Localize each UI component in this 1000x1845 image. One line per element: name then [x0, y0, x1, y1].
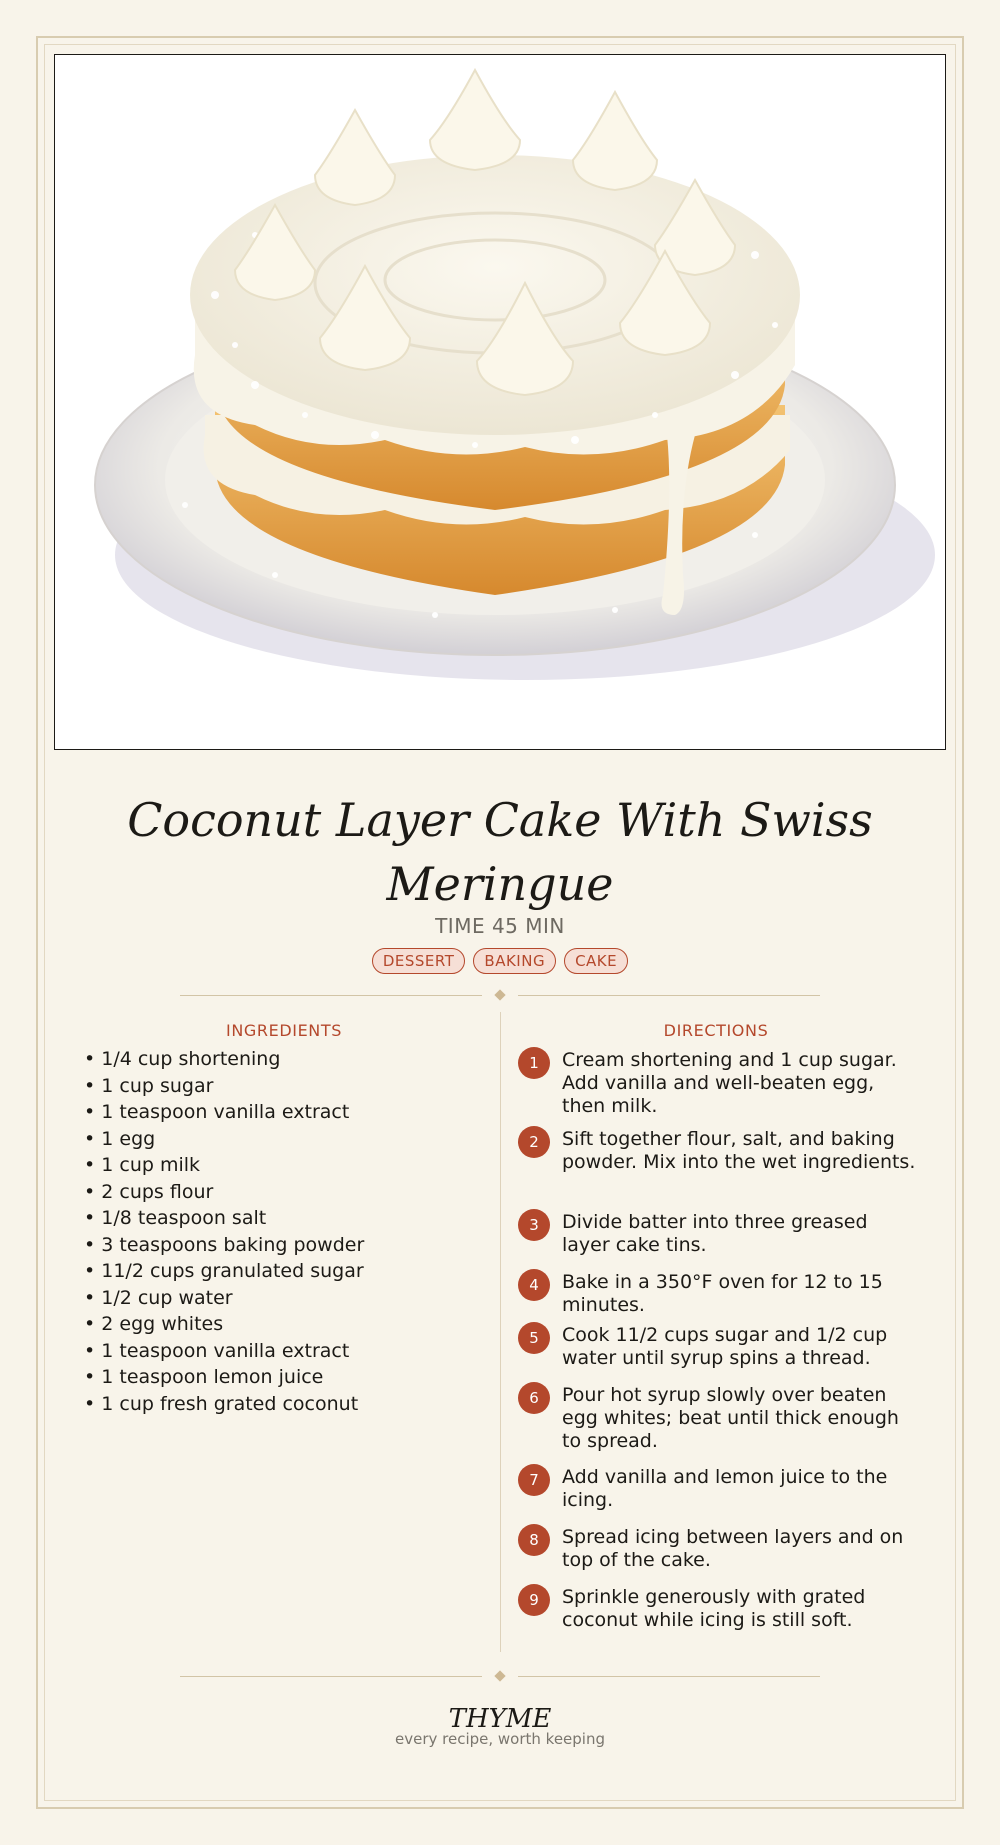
ingredient-item: • 1 egg — [84, 1127, 156, 1150]
step-text: Cream shortening and 1 cup sugar. Add vanilla and well-beaten egg, then milk. — [562, 1049, 897, 1117]
ingredient-item: • 1 teaspoon vanilla extract — [84, 1101, 350, 1123]
cake-illustration — [54, 54, 946, 750]
ingredient-item: • 1/8 teaspoon salt — [84, 1207, 267, 1229]
step-text: Sift together flour, salt, and baking powder. Mix into the wet ingredients. — [562, 1128, 916, 1173]
tag-dessert[interactable]: DESSERT — [372, 948, 466, 974]
step-text: Sprinkle generously with grated coconut while icing is still soft. — [562, 1586, 866, 1631]
cook-time: TIME 45 MIN — [435, 914, 565, 938]
step-number: 1 — [518, 1047, 550, 1079]
ingredient-item: • 1 cup sugar — [84, 1074, 214, 1097]
bottom-divider — [180, 1671, 820, 1683]
step-text: Cook 11/2 cups sugar and 1/2 cup water until syrup spins a thread. — [562, 1324, 888, 1369]
divider-line — [180, 995, 482, 996]
step-text: Spread icing between layers and on top of the cake. — [562, 1526, 904, 1571]
step-number: 2 — [518, 1126, 550, 1158]
step-number: 8 — [518, 1524, 550, 1556]
diamond-ornament-icon — [494, 989, 505, 1000]
step-number: 7 — [518, 1464, 550, 1496]
step-text: Divide batter into three greased layer cake tins. — [562, 1211, 868, 1256]
brand-name: THYME — [448, 1704, 552, 1734]
ingredient-item: • 2 egg whites — [84, 1313, 224, 1335]
ingredient-item: • 1/4 cup shortening — [84, 1048, 281, 1070]
step-number: 5 — [518, 1322, 550, 1354]
divider-line — [518, 1676, 820, 1677]
ingredient-list — [84, 1046, 484, 1417]
ingredient-item: • 1 teaspoon vanilla extract — [84, 1339, 350, 1362]
step-text: Add vanilla and lemon juice to the icing. — [562, 1466, 888, 1511]
divider-line — [180, 1676, 482, 1677]
step-number: 3 — [518, 1209, 550, 1241]
ingredient-item: • 1/2 cup water — [84, 1286, 233, 1309]
step-number: 9 — [518, 1584, 550, 1616]
tag-cake[interactable]: CAKE — [564, 948, 628, 974]
column-divider — [500, 1012, 501, 1652]
top-divider — [180, 990, 820, 1002]
ingredient-item: • 2 cups flour — [84, 1180, 214, 1203]
directions-heading: DIRECTIONS — [663, 1021, 769, 1040]
step-number: 6 — [518, 1382, 550, 1414]
ingredients-heading: INGREDIENTS — [226, 1021, 342, 1040]
ingredient-item: • 1 cup fresh grated coconut — [84, 1392, 359, 1415]
tag-list — [0, 948, 1000, 974]
ingredient-item: • 1 teaspoon lemon juice — [84, 1366, 324, 1388]
step-number: 4 — [518, 1269, 550, 1301]
ingredient-item: • 3 teaspoons baking powder — [84, 1233, 365, 1256]
ingredient-item: • 1 cup milk — [84, 1154, 201, 1176]
divider-line — [518, 995, 820, 996]
brand-tagline: every recipe, worth keeping — [394, 1730, 605, 1748]
step-text: Pour hot syrup slowly over beaten egg whites; beat until thick enough to spread. — [562, 1384, 899, 1452]
tag-baking[interactable]: BAKING — [473, 948, 556, 974]
recipe-title: Coconut Layer Cake With Swiss Meringue — [127, 793, 873, 911]
ingredient-item: • 11/2 cups granulated sugar — [84, 1260, 364, 1282]
diamond-ornament-icon — [494, 1670, 505, 1681]
step-text: Bake in a 350°F oven for 12 to 15 minutes. — [562, 1271, 883, 1316]
